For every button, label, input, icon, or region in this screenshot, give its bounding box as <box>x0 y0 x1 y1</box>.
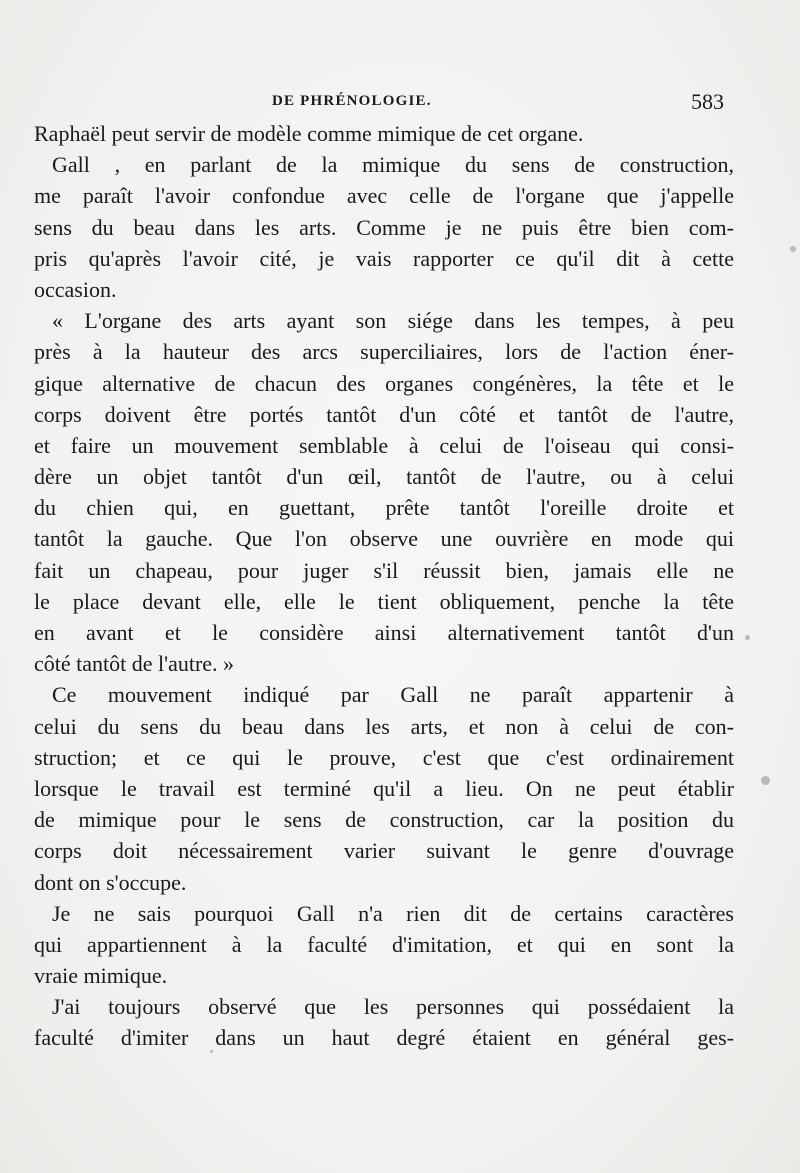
paragraph <box>34 898 734 992</box>
paragraph <box>34 991 734 1053</box>
text-line: vraie mimique. <box>34 963 168 989</box>
text-line: pris qu'après l'avoir cité, je vais rapporter ce qu'il dit à cette <box>34 245 734 271</box>
text-line: sens du beau dans les arts. Comme je ne puis être bien com- <box>34 214 734 240</box>
text-line: lorsque le travail est terminé qu'il a lieu. On ne peut établir <box>34 775 734 801</box>
text-line: dère un objet tantôt d'un œil, tantôt de l'autre, ou à celui <box>34 464 734 490</box>
paper-speck <box>745 635 750 640</box>
text-line: côté tantôt de l'autre. » <box>34 651 235 677</box>
text-line: struction; et ce qui le prouve, c'est que c'est ordinairement <box>34 744 734 770</box>
text-line: « L'organe des arts ayant son siége dans les tempes, à peu <box>52 308 734 334</box>
text-line: faculté d'imiter dans un haut degré étaient en général ges- <box>34 1025 734 1051</box>
text-line: corps doivent être portés tantôt d'un côté et tantôt de l'autre, <box>34 401 734 427</box>
text-line: Je ne sais pourquoi Gall n'a rien dit de certains caractères <box>52 900 734 926</box>
paper-speck <box>210 1050 213 1053</box>
text-line: Gall , en parlant de la mimique du sens de construction, <box>52 152 734 178</box>
text-line: le place devant elle, elle le tient obliquement, penche la tête <box>34 588 734 614</box>
text-line: gique alternative de chacun des organes congénères, la tête et le <box>34 370 734 396</box>
text-line: tantôt la gauche. Que l'on observe une ouvrière en mode qui <box>34 526 734 552</box>
text-line: me paraît l'avoir confondue avec celle de l'organe que j'appelle <box>34 183 734 209</box>
page-header <box>34 90 724 120</box>
paragraph <box>34 305 734 679</box>
text-line: occasion. <box>34 276 117 302</box>
text-line: en avant et le considère ainsi alternativement tantôt d'un <box>34 620 734 645</box>
paragraph <box>34 679 734 897</box>
running-head: DE PHRÉNOLOGIE. <box>272 93 432 109</box>
text-line: Ce mouvement indiqué par Gall ne paraît appartenir à <box>52 682 734 708</box>
text-line: qui appartiennent à la faculté d'imitation, et qui en sont la <box>34 931 734 957</box>
text-line: celui du sens du beau dans les arts, et non à celui de con- <box>34 713 734 739</box>
page-number: 583 <box>691 89 724 114</box>
text-line: fait un chapeau, pour juger s'il réussit bien, jamais elle ne <box>34 557 734 583</box>
paragraph <box>34 118 734 149</box>
text-line: J'ai toujours observé que les personnes qui possédaient la <box>52 994 734 1020</box>
paragraph <box>34 149 734 305</box>
text-line: corps doit nécessairement varier suivant le genre d'ouvrage <box>34 838 734 864</box>
text-line: dont on s'occupe. <box>34 869 187 895</box>
text-line: Raphaël peut servir de modèle comme mimique de cet organe. <box>34 121 584 146</box>
text-line: près à la hauteur des arcs superciliaires, lors de l'action éner- <box>34 339 734 365</box>
paper-speck <box>790 246 796 252</box>
paper-speck <box>761 776 770 785</box>
text-line: du chien qui, en guettant, prête tantôt l'oreille droite et <box>34 495 734 521</box>
text-line: et faire un mouvement semblable à celui de l'oiseau qui consi- <box>34 432 734 458</box>
body-text <box>34 118 734 1054</box>
text-line: de mimique pour le sens de construction, car la position du <box>34 807 734 833</box>
